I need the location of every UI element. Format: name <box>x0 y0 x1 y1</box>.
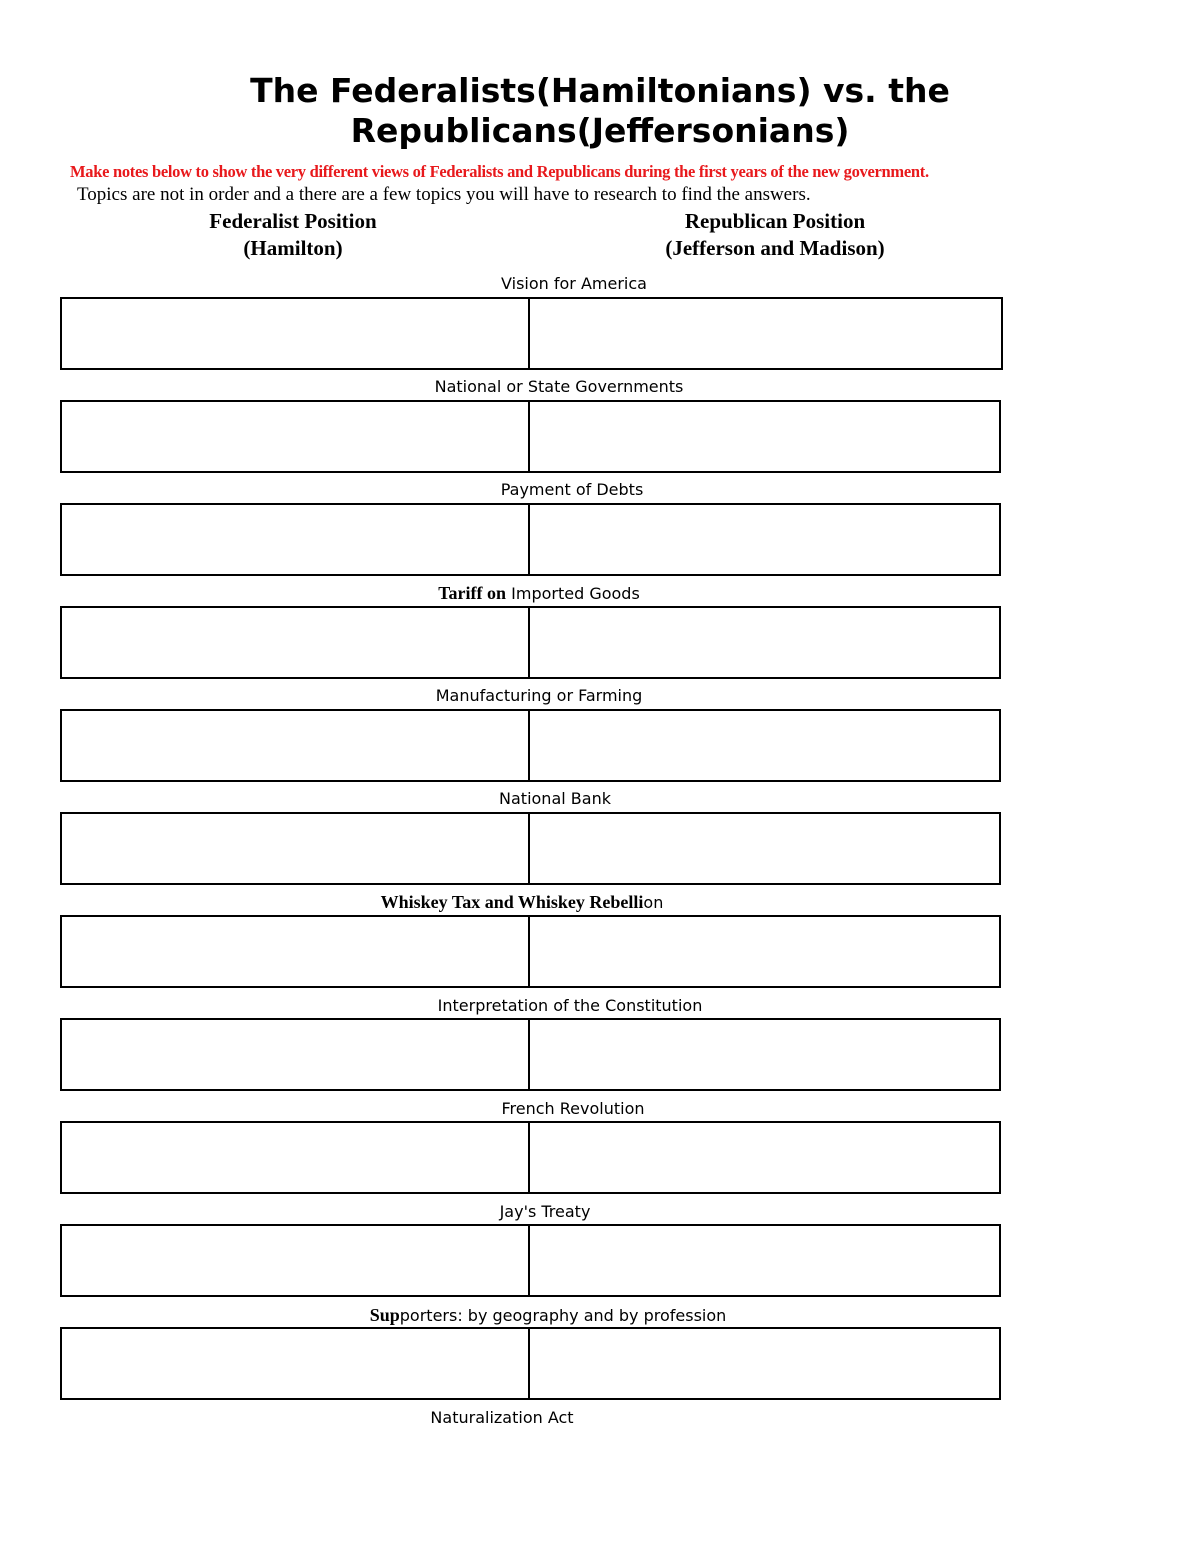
republican-notes-cell[interactable] <box>530 814 999 883</box>
republican-notes-cell[interactable] <box>530 608 999 677</box>
republican-heading <box>640 208 910 262</box>
topic-label-text: Payment of Debts <box>500 480 644 499</box>
topic-label-text: National Bank <box>499 789 611 808</box>
notes-row-national-bank <box>60 812 1001 885</box>
federalist-notes-cell[interactable] <box>62 814 530 883</box>
instructions: Make notes below to show the very different views of Federalists and Republicans during the first years of the new government. <box>70 162 929 181</box>
federalist-heading <box>193 208 393 262</box>
federalist-notes-cell[interactable] <box>62 1123 530 1192</box>
topic-label-text: French Revolution <box>501 1099 645 1118</box>
topic-label-text: Interpretation of the Constitution <box>437 996 703 1015</box>
notes-row-debts <box>60 503 1001 576</box>
topic-label-text: Jay's Treaty <box>499 1202 591 1221</box>
topic-label-bold: Tariff on <box>438 583 507 603</box>
notes-row-vision <box>60 297 1003 370</box>
federalist-notes-cell[interactable] <box>62 917 530 986</box>
notes-row-governments <box>60 400 1001 473</box>
federalist-notes-cell[interactable] <box>62 1020 530 1089</box>
topic-label-vision <box>501 274 647 293</box>
topic-label-whiskey <box>381 892 664 913</box>
federalist-notes-cell[interactable] <box>62 711 530 780</box>
subnote: Topics are not in order and a there are a few topics you will have to research to find the answers. <box>77 184 811 205</box>
page-title-line-1: The Federalists(Hamiltonians) vs. the <box>250 71 950 110</box>
republican-notes-cell[interactable] <box>530 917 999 986</box>
republican-notes-cell[interactable] <box>530 299 1001 368</box>
federalist-notes-cell[interactable] <box>62 299 530 368</box>
topic-label-bold: Whiskey Tax and Whiskey Rebelli <box>380 892 644 912</box>
topic-label-text: Manufacturing or Farming <box>435 686 643 705</box>
topic-label-french-revolution <box>501 1099 644 1118</box>
federalist-notes-cell[interactable] <box>62 608 530 677</box>
federalist-notes-cell[interactable] <box>62 402 530 471</box>
notes-row-whiskey <box>60 915 1001 988</box>
topic-label-debts <box>501 480 644 499</box>
notes-row-supporters <box>60 1327 1001 1400</box>
topic-label-bold: Sup <box>369 1305 400 1325</box>
topic-label-constitution <box>438 996 703 1015</box>
republican-notes-cell[interactable] <box>530 1020 999 1089</box>
page-title-line-2: Republicans(Jeffersonians) <box>350 111 850 150</box>
federalist-heading-title: Federalist Position <box>209 209 377 233</box>
notes-row-french-revolution <box>60 1121 1001 1194</box>
republican-heading-sub: (Jefferson and Madison) <box>665 236 885 260</box>
republican-notes-cell[interactable] <box>530 402 999 471</box>
topic-label-text: porters: by geography and by profession <box>399 1306 727 1325</box>
republican-notes-cell[interactable] <box>530 1329 999 1398</box>
topic-label-supporters <box>370 1305 727 1326</box>
republican-notes-cell[interactable] <box>530 505 999 574</box>
republican-notes-cell[interactable] <box>530 1123 999 1192</box>
federalist-notes-cell[interactable] <box>62 1226 530 1295</box>
republican-notes-cell[interactable] <box>530 1226 999 1295</box>
federalist-heading-sub: (Hamilton) <box>243 236 343 260</box>
topic-label-jays-treaty <box>500 1202 591 1221</box>
federalist-notes-cell[interactable] <box>62 1329 530 1398</box>
topic-label-governments <box>435 377 684 396</box>
notes-row-jays-treaty <box>60 1224 1001 1297</box>
topic-label-text: Naturalization Act <box>430 1408 574 1427</box>
topic-label-text: National or State Governments <box>434 377 684 396</box>
topic-label-text: Vision for America <box>501 274 647 293</box>
notes-row-tariff <box>60 606 1001 679</box>
topic-label-tariff <box>438 583 640 604</box>
topic-label-naturalization <box>430 1408 573 1427</box>
republican-notes-cell[interactable] <box>530 711 999 780</box>
topic-label-manufacturing <box>436 686 643 705</box>
topic-label-national-bank <box>499 789 611 808</box>
notes-row-manufacturing <box>60 709 1001 782</box>
topic-label-text: Imported Goods <box>506 584 640 603</box>
notes-row-constitution <box>60 1018 1001 1091</box>
topic-label-text: on <box>643 893 664 912</box>
republican-heading-title: Republican Position <box>684 209 866 233</box>
federalist-notes-cell[interactable] <box>62 505 530 574</box>
